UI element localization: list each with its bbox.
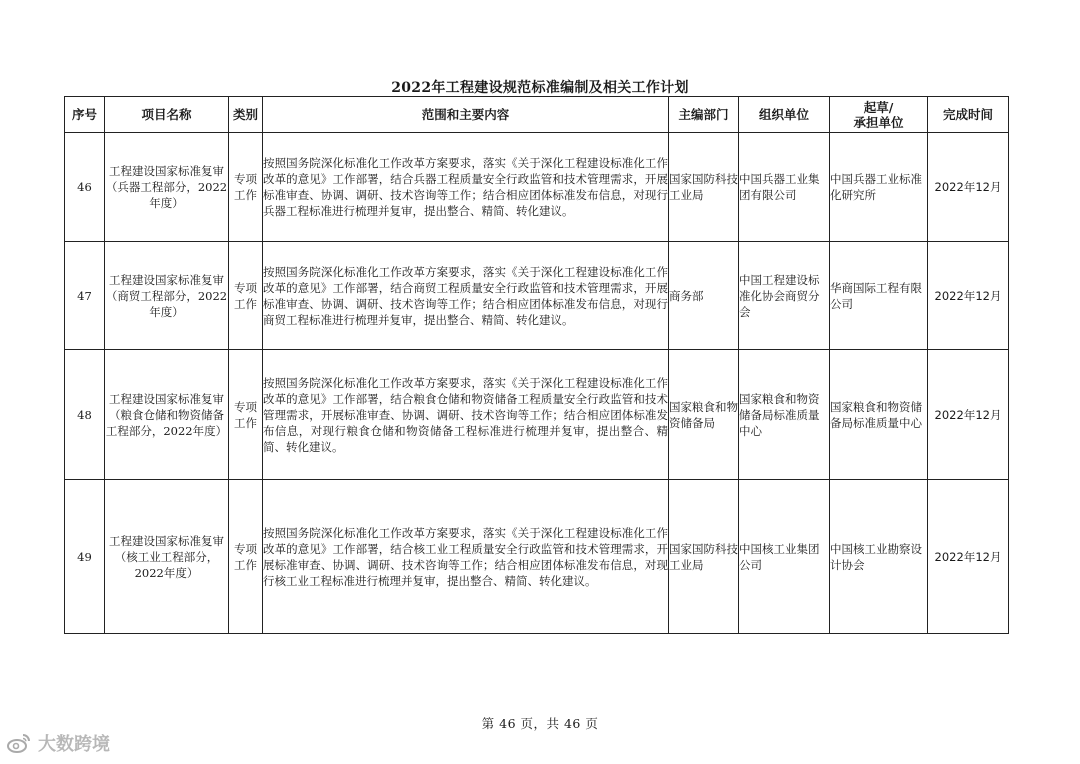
cell-name: 工程建设国家标准复审（兵器工程部分，2022年度）: [105, 133, 229, 242]
header-drafter-line1: 起草/: [863, 99, 894, 115]
header-drafter: [830, 97, 928, 133]
header-category: 类别: [229, 97, 263, 133]
cell-seq: 47: [65, 242, 105, 350]
header-org: 组织单位: [739, 97, 830, 133]
table-row: [65, 350, 1009, 480]
cell-dept: 国家国防科技工业局: [669, 133, 739, 242]
header-drafter-line2: 承担单位: [853, 114, 904, 130]
cell-name: 工程建设国家标准复审（商贸工程部分，2022年度）: [105, 242, 229, 350]
cell-name: 工程建设国家标准复审（核工业工程部分，2022年度）: [105, 480, 229, 634]
cell-deadline: 2022年12月: [928, 350, 1009, 480]
cell-org: 中国工程建设标准化协会商贸分会: [739, 242, 830, 350]
cell-scope: 按照国务院深化标准化工作改革方案要求，落实《关于深化工程建设标准化工作改革的意见》工作部署，结合粮食仓储和物资储备工程质量安全行政监管和技术管理需求，开展标准审查、协调、调研、技术咨询等工作；结合相应团体标准发布信息，对现行粮食仓储和物资储备工程标准进行梳理并复审，提出整合、精简、转化建议。: [263, 350, 669, 480]
cell-seq: 46: [65, 133, 105, 242]
cell-deadline: 2022年12月: [928, 242, 1009, 350]
cell-name: 工程建设国家标准复审（粮食仓储和物资储备工程部分，2022年度）: [105, 350, 229, 480]
table-header-row: [65, 97, 1009, 133]
cell-deadline: 2022年12月: [928, 133, 1009, 242]
cell-category: 专项工作: [229, 133, 263, 242]
document-title: 2022年工程建设规范标准编制及相关工作计划: [391, 80, 689, 96]
cell-dept: 国家国防科技工业局: [669, 480, 739, 634]
table-row: [65, 480, 1009, 634]
cell-drafter: 中国兵器工业标准化研究所: [830, 133, 928, 242]
cell-category: 专项工作: [229, 350, 263, 480]
cell-drafter: 华商国际工程有限公司: [830, 242, 928, 350]
cell-scope: 按照国务院深化标准化工作改革方案要求，落实《关于深化工程建设标准化工作改革的意见》工作部署，结合商贸工程质量安全行政监管和技术管理需求，开展标准审查、协调、调研、技术咨询等工作；结合相应团体标准发布信息，对现行商贸工程标准进行梳理并复审，提出整合、精简、转化建议。: [263, 242, 669, 350]
page-footer: 第 46 页，共 46 页: [481, 716, 599, 731]
cell-dept: 国家粮食和物资储备局: [669, 350, 739, 480]
cell-deadline: 2022年12月: [928, 480, 1009, 634]
cell-org: 中国兵器工业集团有限公司: [739, 133, 830, 242]
work-plan-table: [64, 96, 1009, 634]
cell-org: 国家粮食和物资储备局标准质量中心: [739, 350, 830, 480]
header-name: 项目名称: [105, 97, 229, 133]
cell-org: 中国核工业集团公司: [739, 480, 830, 634]
cell-scope: 按照国务院深化标准化工作改革方案要求，落实《关于深化工程建设标准化工作改革的意见》工作部署，结合兵器工程质量安全行政监管和技术管理需求，开展标准审查、协调、调研、技术咨询等工作；结合相应团体标准发布信息，对现行兵器工程标准进行梳理并复审，提出整合、精简、转化建议。: [263, 133, 669, 242]
watermark-text: 大数跨境: [38, 734, 110, 755]
header-seq: 序号: [65, 97, 105, 133]
cell-seq: 49: [65, 480, 105, 634]
watermark: [6, 730, 110, 756]
cell-drafter: 国家粮食和物资储备局标准质量中心: [830, 350, 928, 480]
cell-dept: 商务部: [669, 242, 739, 350]
header-dept: 主编部门: [669, 97, 739, 133]
header-scope: 范围和主要内容: [263, 97, 669, 133]
cell-category: 专项工作: [229, 242, 263, 350]
table-row: [65, 242, 1009, 350]
cell-scope: 按照国务院深化标准化工作改革方案要求，落实《关于深化工程建设标准化工作改革的意见》工作部署，结合核工业工程质量安全行政监管和技术管理需求，开展标准审查、协调、调研、技术咨询等工作；结合相应团体标准发布信息，对现行核工业工程标准进行梳理并复审，提出整合、精简、转化建议。: [263, 480, 669, 634]
cell-seq: 48: [65, 350, 105, 480]
cell-drafter: 中国核工业勘察设计协会: [830, 480, 928, 634]
weibo-logo-icon: [6, 732, 32, 754]
header-deadline: 完成时间: [928, 97, 1009, 133]
cell-category: 专项工作: [229, 480, 263, 634]
table-row: [65, 133, 1009, 242]
